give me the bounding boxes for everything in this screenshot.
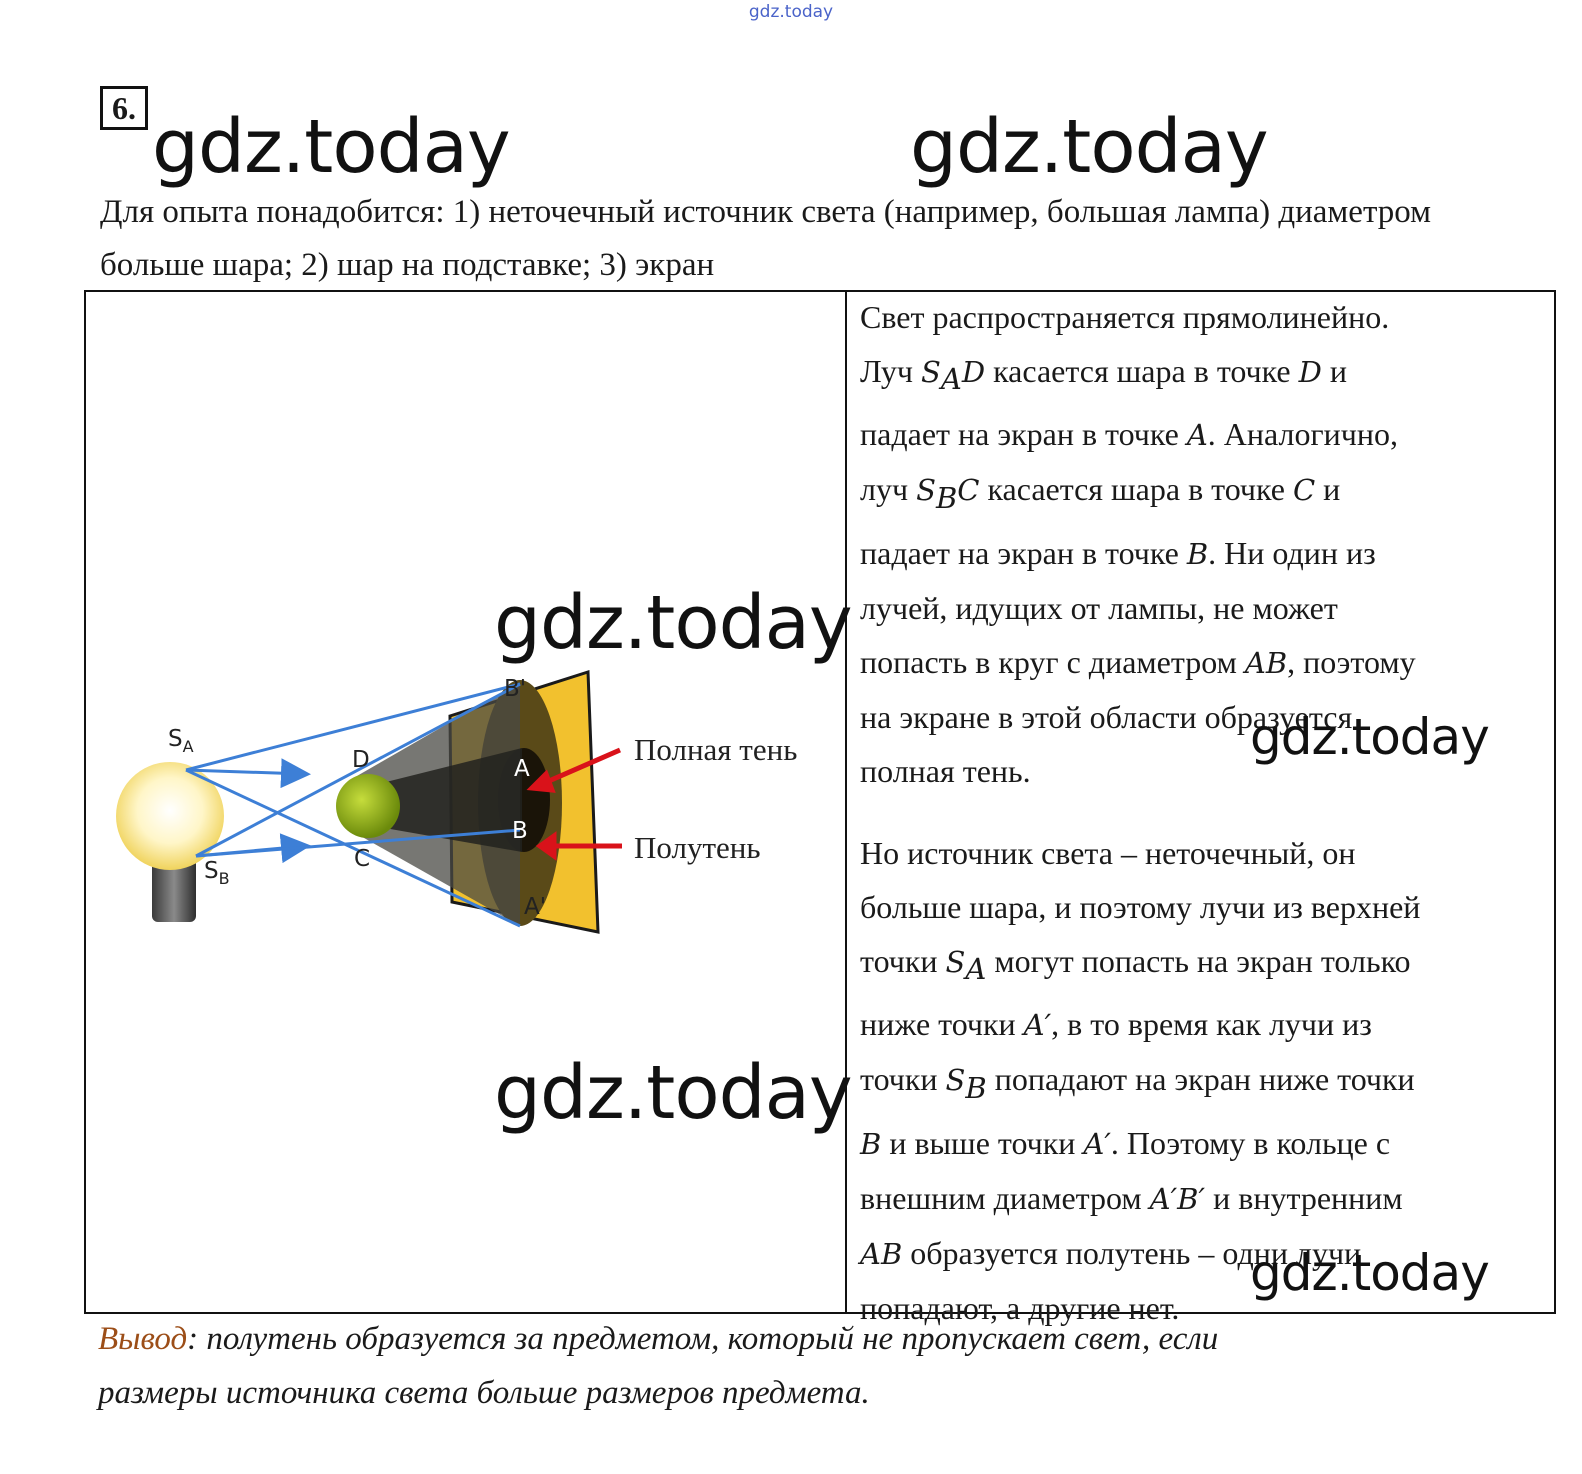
conclusion-keyword: Вывод — [98, 1321, 188, 1357]
p1-line-9: полная тень. — [860, 752, 1031, 789]
p2-line-1: Но источник света – неточечный, он — [860, 835, 1356, 871]
conclusion-line-2: размеры источника света больше размеров предмета. — [98, 1375, 870, 1411]
label-a-prime: A' — [524, 894, 547, 920]
label-b: B — [512, 818, 528, 844]
label-b-prime: B' — [504, 676, 527, 702]
ball — [336, 774, 400, 838]
watermark-2: gdz.today — [910, 104, 1268, 190]
label-sb: $S_B$ — [204, 858, 230, 888]
shadow-diagram — [100, 620, 830, 950]
full-shadow-label: Полная тень — [634, 732, 798, 767]
conclusion-line-1: Вывод: полутень образуется за предметом, который не пропускает свет, если — [98, 1321, 1219, 1357]
p1-line-8: на экране в этой области образуется — [860, 698, 1353, 735]
watermark-1: gdz.today — [152, 104, 510, 190]
label-c: C — [354, 846, 371, 872]
label-d: D — [352, 747, 370, 773]
label-sa: $S_A$ — [168, 726, 194, 756]
watermark-4: gdz.today — [494, 1050, 852, 1136]
p1-line-5: падает на экран в точке B. Ни один из — [860, 534, 1376, 571]
p1-line-4: луч $S_BC$ касается шара в точке C и — [860, 471, 1341, 515]
p1-line-6: лучей, идущих от лампы, не может — [860, 589, 1338, 626]
p1-line-2: Луч $S_AD$ касается шара в точке D и — [860, 353, 1347, 397]
table-divider — [845, 290, 847, 1314]
watermark-3: gdz.today — [494, 580, 852, 666]
watermark-5: gdz.today — [1250, 708, 1489, 766]
p1-line-3: падает на экран в точке A. Аналогично, — [860, 416, 1398, 453]
p2-line-2: больше шара, и поэтому лучи из верхней — [860, 889, 1421, 925]
p2-line-4: ниже точки A′, в то время как лучи из — [860, 1006, 1372, 1043]
ray-sa-d — [186, 770, 305, 774]
intro-text: Для опыта понадобится: 1) неточечный источник света (например, большая лампа) диаметром больше шара; 2) шар на подставке; 3) экран — [100, 194, 1432, 283]
p2-line-8: AB образуется полутень – одни лучи — [860, 1234, 1362, 1271]
label-a: A — [514, 756, 530, 782]
conclusion — [98, 1312, 1518, 1420]
watermark-6: gdz.today — [1250, 1244, 1489, 1302]
header-watermark: gdz.today — [748, 2, 834, 22]
p1-line-1: Свет распространяется прямолинейно. — [860, 299, 1390, 335]
p2-line-6: B и выше точки A′. Поэтому в кольце с — [860, 1124, 1391, 1161]
p2-line-9: попадают, а другие нет. — [860, 1289, 1180, 1326]
p2-line-7: внешним диаметром A′B′ и внутренним — [860, 1179, 1403, 1216]
p2-line-3: точки $S_A$ могут попасть на экран только — [860, 943, 1411, 987]
p2-line-5: точки $S_B$ попадают на экран ниже точки — [860, 1061, 1415, 1105]
task-number: 6. — [100, 86, 148, 130]
penumbra-label: Полутень — [634, 830, 761, 865]
p1-line-7: попасть в круг с диаметром AB, поэтому — [860, 643, 1416, 680]
